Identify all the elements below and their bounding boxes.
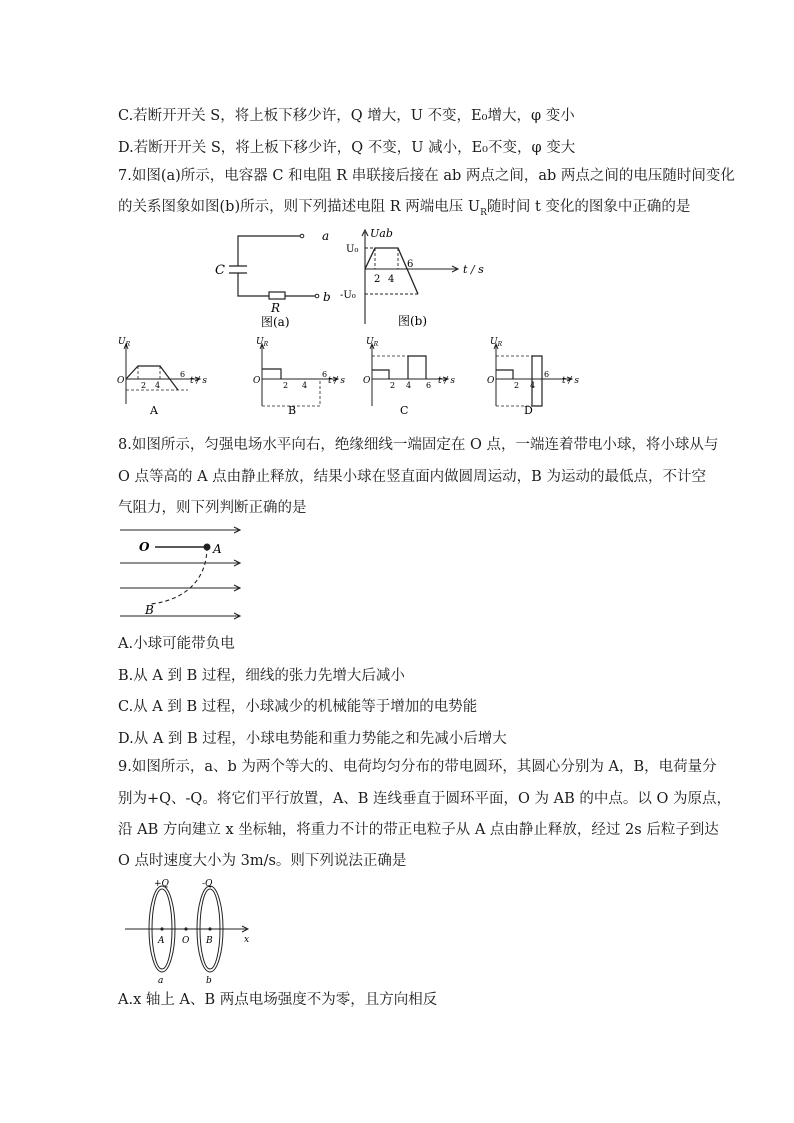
curve-c-first bbox=[372, 370, 389, 379]
curve-b-neg bbox=[262, 379, 320, 406]
q8-figure bbox=[115, 520, 245, 620]
q7-stem-line2-tail: 随时间 t 变化的图象中正确的是 bbox=[486, 199, 691, 215]
q9-stem-line2: 别为+Q、-Q。将它们平行放置，A、B 连线垂直于圆环平面，O 为 AB 的中点。以 O 为原点， bbox=[118, 791, 732, 807]
q6-option-c: C.若断开开关 S，将上板下移少许，Q 增大，U 不变，E₀增大，φ 变小 bbox=[118, 108, 575, 124]
origin: O bbox=[117, 376, 125, 386]
label-O: O bbox=[139, 540, 150, 554]
label-O: O bbox=[182, 936, 190, 946]
tick-2: 2 bbox=[283, 381, 289, 390]
tick-6: 6 bbox=[426, 381, 432, 390]
uab-curve bbox=[365, 248, 418, 294]
arc-AB bbox=[151, 547, 207, 604]
ylabel-uab: Uab bbox=[370, 227, 393, 240]
terminal-a bbox=[300, 234, 304, 238]
ylabel: $U_R$ bbox=[366, 337, 379, 348]
ylabel: $U_R$ bbox=[256, 337, 269, 348]
tick-4: 4 bbox=[530, 381, 536, 390]
tick-6: 6 bbox=[407, 259, 414, 270]
resistor bbox=[269, 292, 285, 299]
choice-letter: A bbox=[150, 404, 158, 417]
tick-6: 6 bbox=[322, 370, 328, 379]
xlabel-t: t / s bbox=[463, 263, 484, 276]
caption-b: 图(b) bbox=[398, 314, 428, 328]
tick-4: 4 bbox=[388, 274, 395, 285]
choice-letter: D bbox=[524, 404, 533, 417]
q9-stem-line4: O 点时速度大小为 3m/s。则下列说法正确是 bbox=[118, 853, 407, 869]
q8-option-c: C.从 A 到 B 过程，小球减少的机械能等于增加的电势能 bbox=[118, 699, 478, 715]
tick-2: 2 bbox=[374, 274, 381, 285]
q7-choice-b-graph bbox=[250, 334, 350, 420]
tick-2: 2 bbox=[390, 381, 396, 390]
origin: O bbox=[363, 376, 371, 386]
q9-stem-line1: 9.如图所示，a、b 为两个等大的、电荷均匀分布的带电圆环，其圆心分别为 A，B，电荷量分 bbox=[118, 759, 717, 775]
circuit-top-wire bbox=[238, 236, 300, 266]
q9-option-a: A.x 轴上 A、B 两点电场强度不为零，且方向相反 bbox=[118, 992, 438, 1008]
origin: O bbox=[487, 376, 495, 386]
q8-stem-line3: 气阻力，则下列判断正确的是 bbox=[118, 500, 307, 516]
label-a: a bbox=[322, 229, 330, 243]
q8-option-b: B.从 A 到 B 过程，细线的张力先增大后减小 bbox=[118, 668, 405, 684]
q9-stem-line3: 沿 AB 方向建立 x 坐标轴，将重力不计的带正电粒子从 A 点由静止释放，经过 2s 后粒子到达 bbox=[118, 822, 719, 838]
label-plus-Q: +Q bbox=[154, 879, 169, 889]
label-b: b bbox=[206, 976, 212, 984]
curve-d-first bbox=[496, 370, 513, 379]
q7-stem-line1: 7.如图(a)所示，电容器 C 和电阻 R 串联接后接在 ab 两点之间，ab 两点之间的电压随时间变化 bbox=[118, 168, 735, 184]
label-A: A bbox=[213, 542, 222, 556]
curve-b-pos bbox=[262, 369, 281, 379]
ball-A bbox=[204, 544, 211, 551]
q6-option-d: D.若断开开关 S，将上板下移少许，Q 不变，U 减小，E₀不变，φ 变大 bbox=[118, 140, 576, 156]
q8-option-a: A.小球可能带负电 bbox=[118, 636, 235, 652]
label-b: b bbox=[323, 290, 331, 304]
label-C: C bbox=[215, 263, 225, 278]
curve-a bbox=[126, 366, 178, 390]
label-u0: U₀ bbox=[346, 244, 359, 255]
tick-4: 4 bbox=[302, 381, 308, 390]
q7-choice-c-graph bbox=[360, 334, 460, 420]
q8-stem-line1: 8.如图所示，匀强电场水平向右，绝缘细线一端固定在 O 点，一端连着带电小球，将小球从与 bbox=[118, 437, 719, 453]
circuit-left-wire bbox=[238, 273, 269, 296]
q7-choice-a-graph bbox=[112, 334, 212, 420]
label-neg-u0: -U₀ bbox=[340, 290, 356, 301]
label-A: A bbox=[158, 936, 165, 946]
label-x: x bbox=[244, 935, 250, 945]
tick-4: 4 bbox=[155, 381, 161, 390]
q8-option-d: D.从 A 到 B 过程，小球电势能和重力势能之和先减小后增大 bbox=[118, 731, 507, 747]
q7-stem-line2-text: 的关系图象如图(b)所示，则下列描述电阻 R 两端电压 U bbox=[118, 199, 481, 215]
curve-c-second bbox=[408, 356, 426, 379]
q7-figure-a-circuit bbox=[205, 226, 345, 334]
ylabel: $U_R$ bbox=[118, 337, 131, 348]
q7-stem-line2-sub: R bbox=[480, 207, 487, 218]
choice-letter: C bbox=[400, 404, 409, 417]
tick-6: 6 bbox=[544, 370, 550, 379]
xlabel: t / s bbox=[190, 376, 207, 386]
xlabel: t / s bbox=[438, 376, 455, 386]
label-B: B bbox=[206, 936, 213, 946]
label-a: a bbox=[158, 976, 164, 984]
xlabel: t / s bbox=[328, 376, 345, 386]
q7-figure-b-graph bbox=[338, 224, 498, 334]
label-B: B bbox=[145, 603, 154, 617]
tick-6: 6 bbox=[180, 370, 186, 379]
tick-4: 4 bbox=[406, 381, 412, 390]
tick-2: 2 bbox=[514, 381, 520, 390]
label-R: R bbox=[271, 301, 281, 315]
caption-a: 图(a) bbox=[261, 315, 290, 329]
q8-stem-line2: O 点等高的 A 点由静止释放，结果小球在竖直面内做圆周运动，B 为运动的最低点，不计空 bbox=[118, 469, 706, 485]
label-minus-Q: -Q bbox=[202, 879, 213, 889]
q7-stem-line2 bbox=[118, 198, 690, 222]
q7-choice-d-graph bbox=[484, 334, 584, 420]
choice-letter: B bbox=[288, 404, 297, 417]
ylabel: $U_R$ bbox=[490, 337, 503, 348]
origin: O bbox=[253, 376, 261, 386]
q9-figure bbox=[120, 874, 260, 984]
xlabel: t / s bbox=[562, 376, 579, 386]
tick-2: 2 bbox=[141, 381, 147, 390]
terminal-b bbox=[315, 294, 319, 298]
